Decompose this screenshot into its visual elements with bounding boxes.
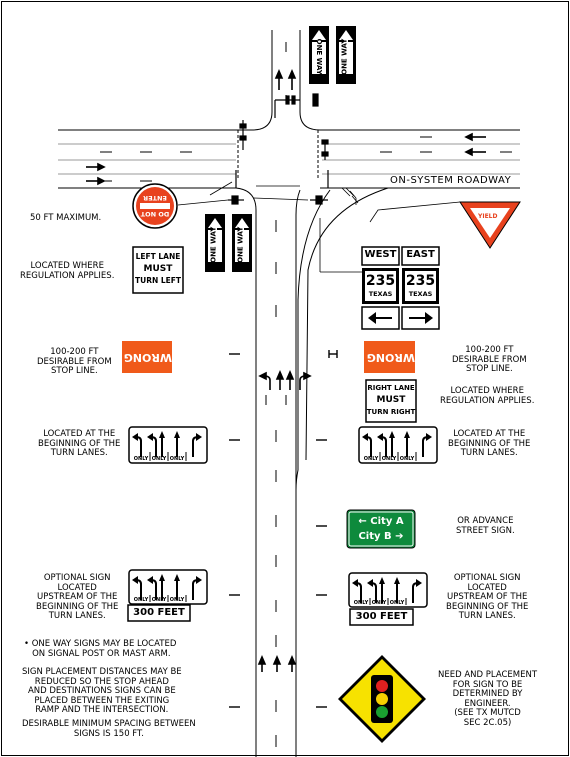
only-label: ONLY <box>399 456 415 462</box>
ramp-gore <box>296 190 330 490</box>
lane-use-sign-left <box>128 426 208 464</box>
note-turn-lanes-left: LOCATED AT THE BEGINNING OF THE TURN LANES. <box>38 429 121 458</box>
route-number-west: 235 <box>365 273 396 289</box>
distance-plaque-right: 300 FEET <box>355 611 408 622</box>
west-leg-lanes <box>58 144 520 174</box>
ll-line3: TURN LEFT <box>134 276 181 285</box>
guide-city-a: City A <box>370 516 404 527</box>
only-label: ONLY <box>389 600 405 606</box>
note-located-where-left: LOCATED WHERE REGULATION APPLIES. <box>20 261 115 281</box>
only-label: ONLY <box>169 456 185 462</box>
only-label: ONLY <box>151 456 167 462</box>
one-way-label-3: ONE WAY <box>209 226 218 263</box>
wrong-way-left-text: WRONG WAY <box>92 351 172 364</box>
route-state-west: TEXAS <box>368 290 393 298</box>
note-optional-left: OPTIONAL SIGN LOCATED UPSTREAM OF THE BEGINNING OF THE TURN LANES. <box>36 573 119 621</box>
ll-line2: MUST <box>143 264 173 274</box>
one-way-label-4: ONE WAY <box>236 226 245 263</box>
only-label: ONLY <box>371 600 387 606</box>
only-label: ONLY <box>133 456 149 462</box>
right-arrow-icon: ➔ <box>395 531 404 542</box>
on-system-roadway-label: ON-SYSTEM ROADWAY <box>390 175 512 186</box>
note-placement: SIGN PLACEMENT DISTANCES MAY BE REDUCED SO THE STOP AHEAD AND DESTINATIONS SIGNS CAN BE PLACED BETWEEN THE EXITING RAMP AND THE INTERSECTION. <box>22 667 182 715</box>
yield-text: YIELD <box>478 213 498 220</box>
only-label: ONLY <box>151 597 167 603</box>
note-optional-right: OPTIONAL SIGN LOCATED UPSTREAM OF THE BEGINNING OF THE TURN LANES. <box>446 573 529 621</box>
rl-line3: TURN RIGHT <box>366 408 416 416</box>
note-spacing: DESIRABLE MINIMUM SPACING BETWEEN SIGNS IS 150 FT. <box>22 719 196 739</box>
right-lane-must-turn-right-sign <box>366 382 416 418</box>
note-advance-street: OR ADVANCE STREET SIGN. <box>456 516 515 536</box>
lane-use-sign-optional-right <box>348 572 428 608</box>
sign-posts <box>229 350 337 707</box>
guide-sign-text <box>347 514 415 544</box>
note-engineer: NEED AND PLACEMENT FOR SIGN TO BE DETERMINED BY ENGINEER. (SEE TX MUTCD SEC 2C.05) <box>438 670 538 728</box>
signal-ahead-sign <box>338 655 426 743</box>
note-located-where-right: LOCATED WHERE REGULATION APPLIES. <box>440 386 535 406</box>
note-one-way: • ONE WAY SIGNS MAY BE LOCATED ON SIGNAL POST OR MAST ARM. <box>24 639 177 659</box>
only-label: ONLY <box>169 597 185 603</box>
guide-city-b: City B <box>358 531 392 542</box>
ne-curb <box>300 30 520 130</box>
do-not-enter-text <box>138 190 172 222</box>
route-state-east: TEXAS <box>408 290 433 298</box>
note-stop-line-right: 100-200 FT DESIRABLE FROM STOP LINE. <box>452 345 527 374</box>
left-arrow-icon: ← <box>358 516 367 527</box>
note-stop-line-left: 100-200 FT DESIRABLE FROM STOP LINE. <box>37 347 112 376</box>
distance-plaque-left: 300 FEET <box>133 607 185 618</box>
yield-sign <box>460 202 520 248</box>
ll-line1: LEFT LANE <box>135 252 181 261</box>
route-west-label: WEST <box>364 249 397 260</box>
note-50ft-max: 50 FT MAXIMUM. <box>30 213 102 223</box>
signal-poles <box>228 94 328 204</box>
wrong-way-right-text: WRONG WAY <box>335 351 415 364</box>
rl-line2: MUST <box>376 395 406 405</box>
guide-line-2 <box>347 529 415 544</box>
only-label: ONLY <box>381 456 397 462</box>
note-turn-lanes-right: LOCATED AT THE BEGINNING OF THE TURN LANES. <box>448 429 531 458</box>
only-label: ONLY <box>363 456 379 462</box>
only-label: ONLY <box>353 600 369 606</box>
nw-curb <box>58 30 272 130</box>
ramp-hatch <box>342 188 358 203</box>
left-lane-must-turn-left-sign <box>133 251 183 287</box>
lane-use-sign-optional-left <box>128 569 208 605</box>
one-way-label-1: ONE WAY <box>314 38 323 75</box>
route-east-label: EAST <box>406 249 435 260</box>
dne-line2: ENTER <box>143 194 167 202</box>
lane-use-sign-right <box>358 426 438 464</box>
rl-line1: RIGHT LANE <box>367 384 415 392</box>
route-number-east: 235 <box>405 273 436 289</box>
dne-line1: DO NOT <box>140 210 170 218</box>
south-left-edge <box>236 188 256 757</box>
guide-line-1 <box>347 514 415 529</box>
one-way-label-2: ONE WAY <box>340 38 349 75</box>
only-label: ONLY <box>133 597 149 603</box>
